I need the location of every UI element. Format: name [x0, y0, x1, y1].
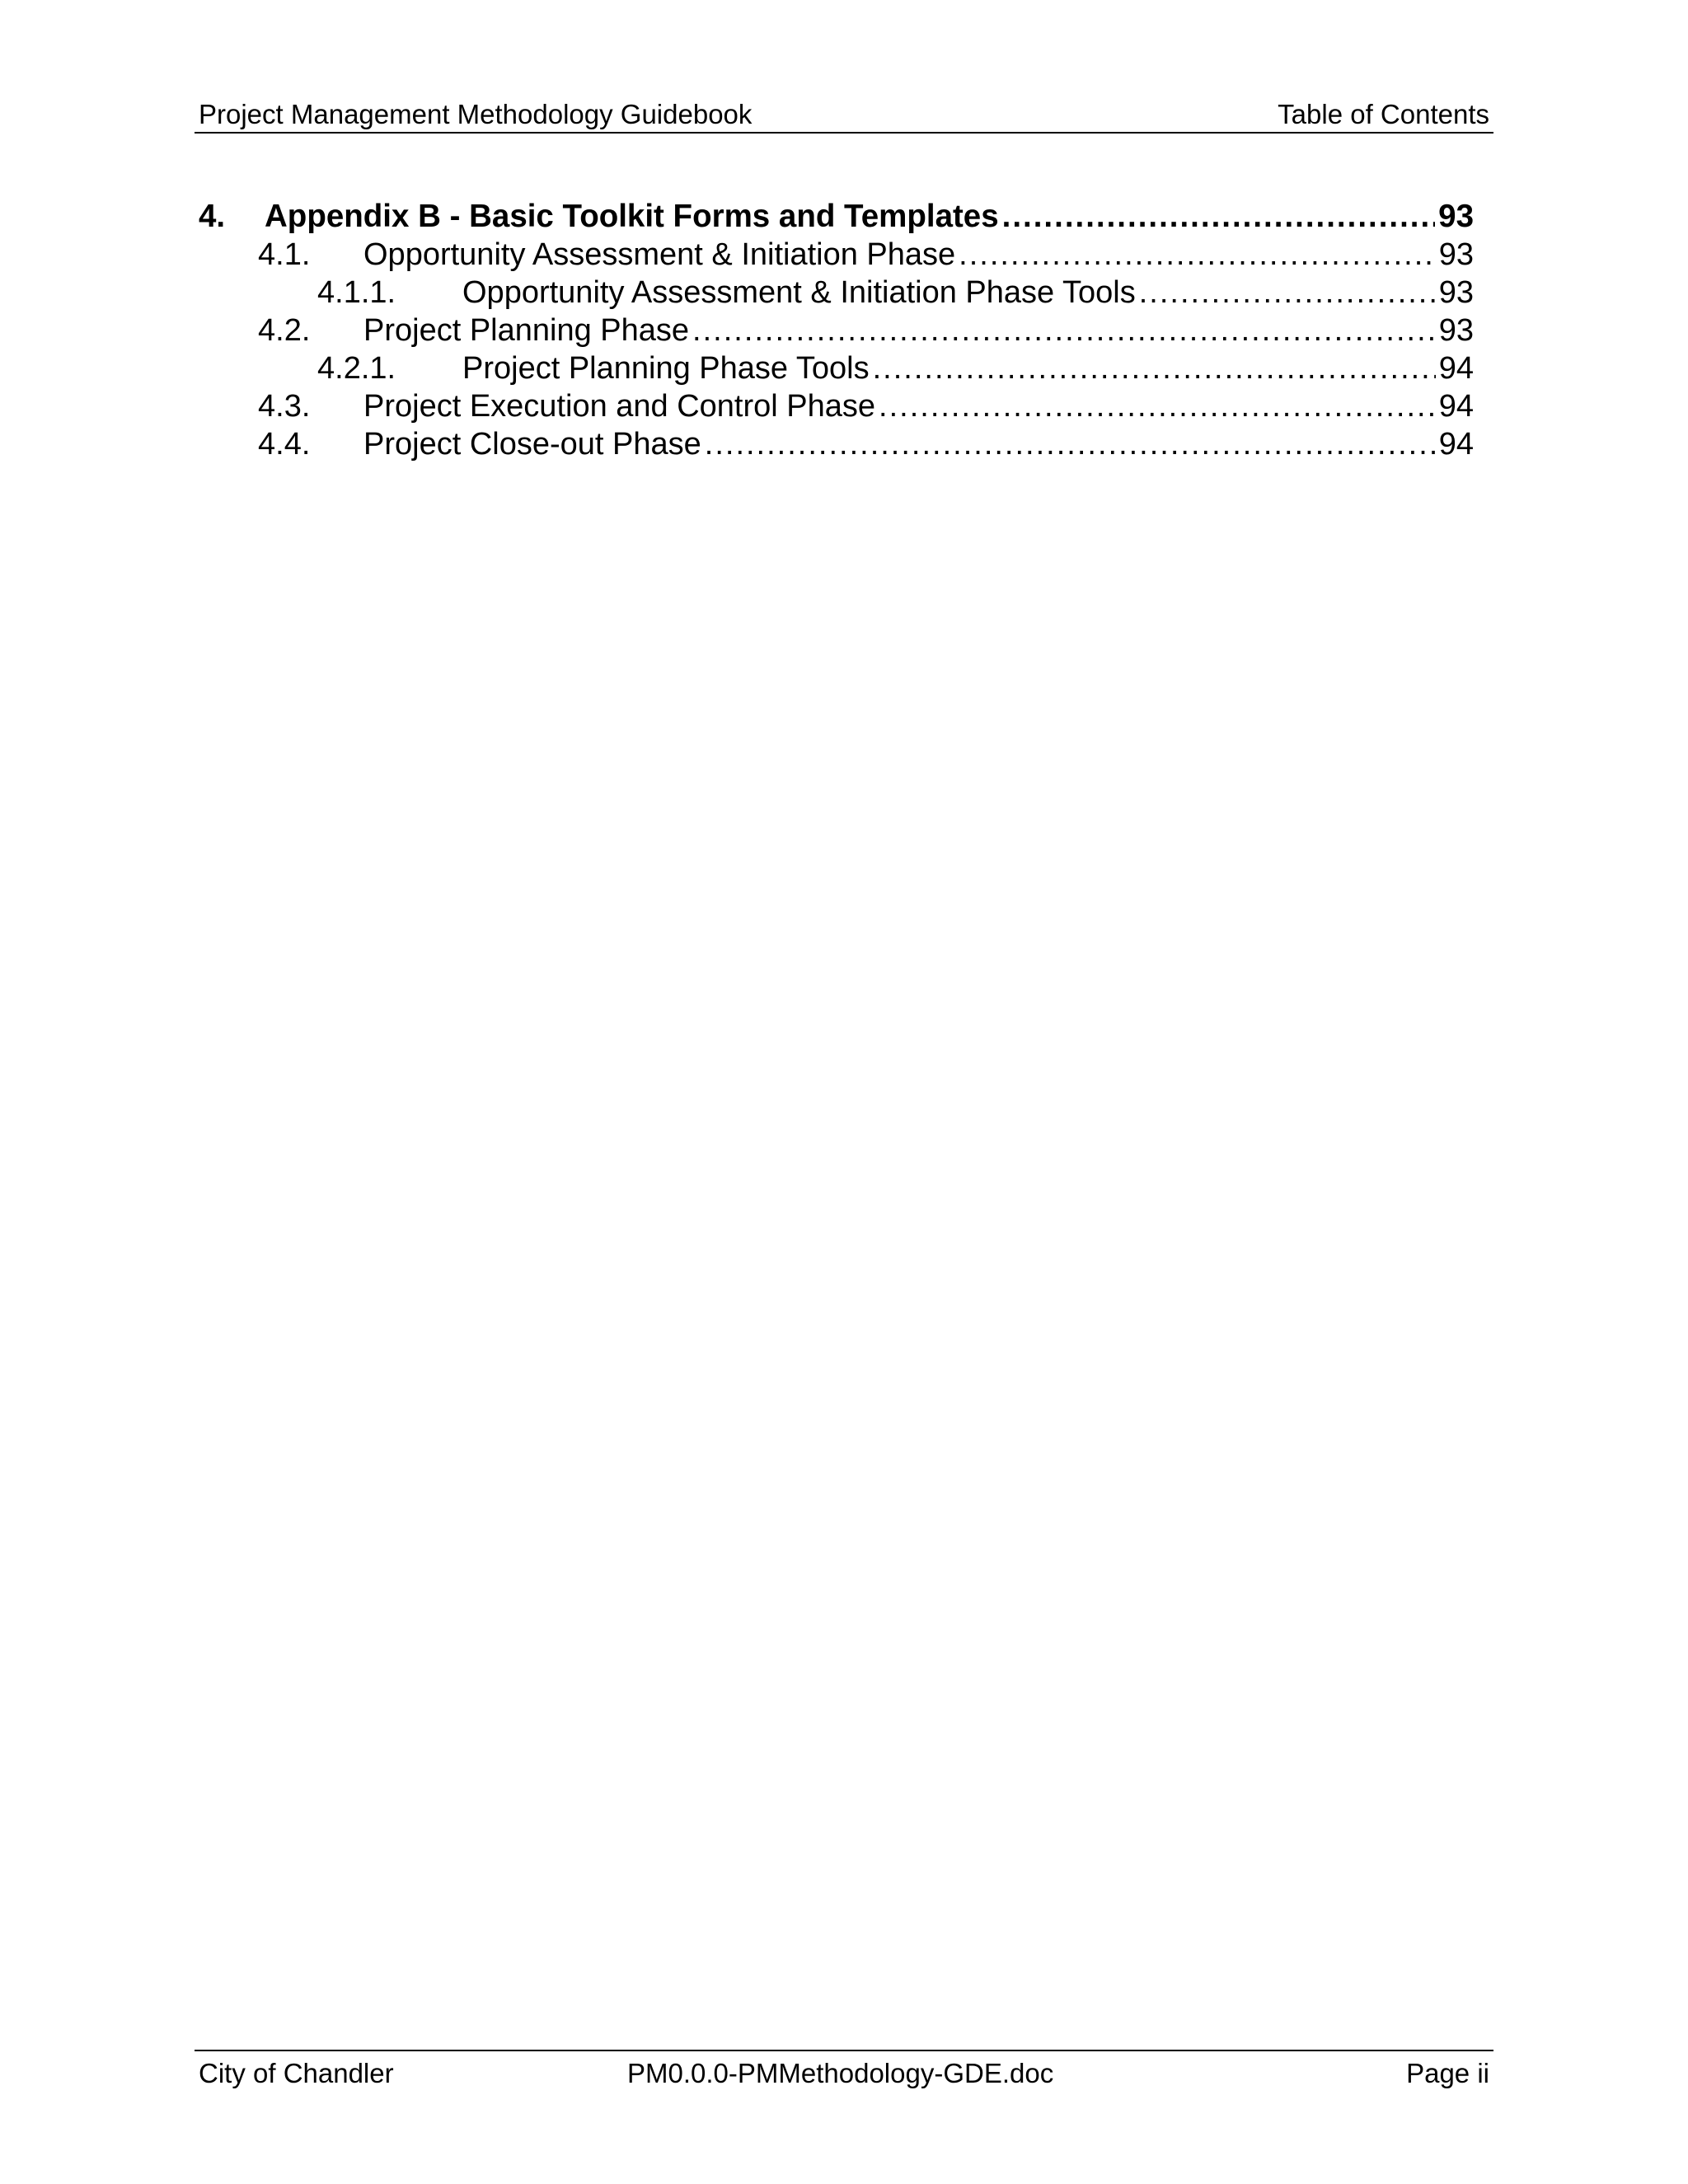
toc-entry-number: 4.1.1.: [317, 275, 396, 310]
toc-entry-page: 93: [1438, 313, 1474, 348]
toc-entry-number: 4.3.: [258, 389, 311, 424]
table-of-contents: [195, 198, 1474, 463]
footer-page-number: Page ii: [1406, 2058, 1489, 2088]
toc-entry-page: 93: [1438, 199, 1474, 234]
toc-entry-number: 4.: [199, 199, 226, 234]
toc-entry-title: Project Planning Phase: [363, 313, 690, 348]
toc-entry-number: 4.2.1.: [317, 351, 396, 386]
toc-entry-page: 93: [1438, 237, 1474, 272]
footer-filename: PM0.0.0-PMMethodology-GDE.doc: [627, 2058, 1054, 2088]
toc-entry-title: Project Planning Phase Tools: [462, 351, 870, 386]
toc-dot-leader: [692, 312, 1436, 349]
toc-entry-page: 94: [1438, 351, 1474, 386]
toc-entry-4-3[interactable]: [195, 387, 1474, 425]
toc-dot-leader: [879, 387, 1436, 425]
toc-entry-number: 4.4.: [258, 427, 311, 462]
toc-entry-page: 93: [1438, 275, 1474, 310]
toc-entry-title: Opportunity Assessment & Initiation Phase: [363, 237, 956, 272]
toc-dot-leader: [873, 349, 1436, 387]
toc-dot-leader: [1002, 198, 1436, 236]
page-footer: [195, 2050, 1493, 2093]
toc-entry-page: 94: [1438, 389, 1474, 424]
toc-entry-page: 94: [1438, 427, 1474, 462]
toc-entry-title: Project Execution and Control Phase: [363, 389, 876, 424]
section-title: Table of Contents: [1278, 99, 1489, 129]
toc-entry-4-1[interactable]: [195, 236, 1474, 274]
toc-entry-4-1-1[interactable]: [195, 274, 1474, 312]
toc-entry-4[interactable]: [195, 198, 1474, 236]
toc-entry-number: 4.2.: [258, 313, 311, 348]
toc-entry-number: 4.1.: [258, 237, 311, 272]
document-title: Project Management Methodology Guidebook: [199, 99, 753, 129]
footer-organization: City of Chandler: [199, 2058, 394, 2088]
toc-entry-title: Opportunity Assessment & Initiation Phase Tools: [462, 275, 1136, 310]
toc-entry-title: Appendix B - Basic Toolkit Forms and Templates: [265, 199, 999, 234]
toc-dot-leader: [1139, 274, 1436, 312]
toc-entry-4-2-1[interactable]: [195, 349, 1474, 387]
toc-entry-title: Project Close-out Phase: [363, 427, 701, 462]
toc-dot-leader: [705, 425, 1436, 463]
toc-entry-4-4[interactable]: [195, 425, 1474, 463]
page-header: [195, 97, 1493, 134]
toc-dot-leader: [959, 236, 1436, 274]
toc-entry-4-2[interactable]: [195, 312, 1474, 349]
